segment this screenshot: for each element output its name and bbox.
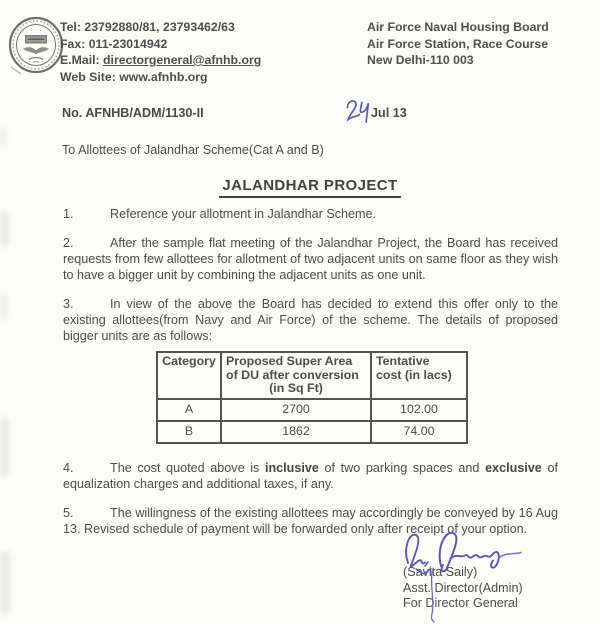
proposed-units-table <box>156 351 468 444</box>
org-name: Air Force Naval Housing Board <box>367 20 549 34</box>
para-text: In view of the above the Board has decided to extend this offer only to the existing allottees(from Navy and Air Force) of the scheme. The details of proposed bigger units are as follows: <box>63 297 558 343</box>
scan-smudge <box>0 418 9 476</box>
para-number: 4. <box>63 460 74 475</box>
paragraph-2 <box>63 235 558 283</box>
email-label: E.Mail: <box>60 53 104 67</box>
para-number: 1. <box>63 207 74 221</box>
signature-block <box>403 565 523 612</box>
signatory-designation: Asst. Director(Admin) <box>403 580 523 595</box>
paragraph-5 <box>63 505 558 537</box>
header-tentative-cost: Tentative cost (in lacs) <box>371 352 467 399</box>
cell-cost: 102.00 <box>371 399 467 421</box>
letter-title: JALANDHAR PROJECT <box>0 177 600 198</box>
table-header-row <box>157 352 467 399</box>
email-line <box>60 52 261 69</box>
date-line <box>344 96 454 128</box>
cell-category: A <box>157 399 221 421</box>
org-address-block <box>367 19 549 69</box>
cell-cost: 74.00 <box>371 421 467 443</box>
signatory-name: (Savita Saily) <box>403 565 478 579</box>
org-station: Air Force Station, Race Course <box>367 36 549 51</box>
website-line: Web Site: www.afnhb.org <box>60 69 208 84</box>
header-super-area: Proposed Super Area of DU after conversion (in Sq Ft) <box>221 352 371 399</box>
paragraph-4 <box>63 460 558 492</box>
para-number: 3. <box>63 297 74 311</box>
paragraph-1 <box>63 206 558 222</box>
fax-line: Fax: 011-23014942 <box>60 36 168 51</box>
printed-date: Jul 13 <box>371 106 407 120</box>
para-text: The cost quoted above is inclusive of two parking spaces and exclusive of equalization charges and additional taxes, if any. <box>63 460 558 491</box>
cell-category: B <box>157 421 221 443</box>
scan-smudge <box>0 293 7 319</box>
scan-smudge <box>0 212 9 246</box>
table-row <box>157 399 467 421</box>
afnhb-seal-icon <box>8 16 64 74</box>
table-row <box>157 421 467 443</box>
cell-area: 2700 <box>221 399 371 421</box>
email-address: directorgeneral@afnhb.org <box>103 53 262 67</box>
addressee-line: To Allottees of Jalandhar Scheme(Cat A and B) <box>62 143 324 157</box>
para-text: After the sample flat meeting of the Jalandhar Project, the Board has received requests from few allottees for allotment of two adjacent units on same floor as they wish to have a bigger unit by combining the adjacent units as one unit. <box>63 236 558 282</box>
header-category: Category <box>157 352 221 399</box>
cell-area: 1862 <box>221 421 371 443</box>
contact-block <box>60 19 261 85</box>
signatory-for-line: For Director General <box>403 596 518 610</box>
para-number: 5. <box>63 505 74 520</box>
para-number: 2. <box>63 236 74 250</box>
scan-smudge <box>0 552 10 614</box>
reference-number: No. AFNHB/ADM/1130-II <box>62 106 204 120</box>
letter-body <box>63 206 558 550</box>
para-text: The willingness of the existing allottees may accordingly be conveyed by 16 Aug 13. Revised schedule of payment will be forwarded only after receipt of your option. <box>63 505 558 536</box>
scan-smudge <box>0 128 6 148</box>
org-city: New Delhi-110 003 <box>367 53 474 67</box>
para-text: Reference your allotment in Jalandhar Scheme. <box>110 207 377 221</box>
tel-line: Tel: 23792880/81, 23793462/63 <box>60 20 235 34</box>
paragraph-3 <box>63 296 558 344</box>
